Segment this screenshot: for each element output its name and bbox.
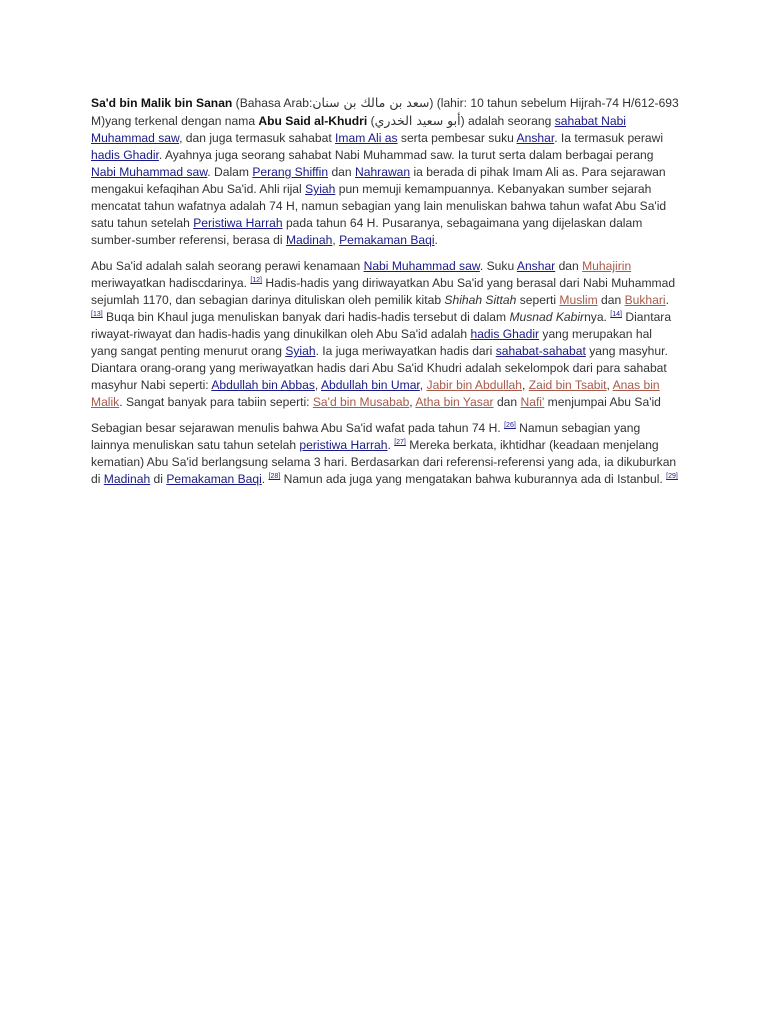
footnote-ref: [666, 473, 678, 480]
text: dan: [597, 293, 625, 307]
link-zaid-bin-tsabit[interactable]: Zaid bin Tsabit: [528, 378, 607, 392]
text: .: [434, 233, 438, 247]
text: ,: [606, 378, 613, 392]
link-perang-shiffin[interactable]: Perang Shiffin: [252, 165, 329, 179]
text: . Dalam: [207, 165, 253, 179]
book-title: Shihah Sittah: [444, 293, 517, 307]
text: (: [367, 114, 375, 128]
link-madinah[interactable]: Madinah: [285, 233, 333, 247]
footnote-link[interactable]: [28]: [268, 473, 281, 480]
link-anas-bin-malik[interactable]: Anas bin Malik: [91, 378, 660, 409]
link-syiah[interactable]: Syiah: [305, 182, 336, 196]
arabic-name: سعد بن مالك بن سنان: [312, 95, 430, 110]
link-jabir-bin-abdullah[interactable]: Jabir bin Abdullah: [426, 378, 522, 392]
text: nya.: [584, 310, 611, 324]
text: Namun sebagian yang lainnya menuliskan satu tahun setelah: [91, 421, 641, 452]
text: .: [261, 472, 269, 486]
text: .: [665, 293, 669, 307]
text: Buqa bin Khaul juga menuliskan banyak dari hadis-hadis tersebut di dalam: [102, 310, 510, 324]
link-peristiwa-harrah[interactable]: Peristiwa Harrah: [193, 216, 283, 230]
footnote-link[interactable]: [14]: [610, 311, 622, 318]
footnote-ref: [91, 311, 103, 318]
link-hadis-ghadir[interactable]: hadis Ghadir: [91, 148, 159, 162]
link-abdullah-bin-abbas[interactable]: Abdullah bin Abbas: [211, 378, 315, 392]
article-body: [91, 94, 681, 497]
text: ,: [332, 233, 340, 247]
text: . Ia juga meriwayatkan hadis dari: [315, 344, 496, 358]
link-sahabat-nabi[interactable]: sahabat Nabi Muhammad saw: [91, 114, 626, 145]
text: ) adalah seorang: [460, 114, 555, 128]
text: Sebagian besar sejarawan menulis bahwa Abu Sa'id wafat pada tahun 74 H.: [91, 421, 505, 435]
text: . Suku: [479, 259, 517, 273]
link-nabi-muhammad[interactable]: Nabi Muhammad saw: [91, 165, 208, 179]
paragraph-narrator: [91, 258, 681, 411]
text: Mereka berkata, ikhtidhar (keadaan menjelang kematian) Abu Sa'id berlangsung selama 3 hari. Berdasarkan dari referensi-referensi yang ada, ia dikuburkan di: [91, 438, 677, 486]
text: . Sangat banyak para tabiin seperti:: [119, 395, 313, 409]
text: ,: [419, 378, 427, 392]
text: pada tahun 64 H. Pusaranya, sebagaimana yang dijelaskan dalam sumber-sumber referensi, berasa di: [91, 216, 643, 247]
footnote-ref: [269, 473, 281, 480]
text: (Bahasa Arab:: [232, 96, 313, 110]
text: dan: [555, 259, 583, 273]
footnote-ref: [250, 277, 262, 284]
text: Hadis-hadis yang diriwayatkan Abu Sa'id yang berasal dari Nabi Muhammad sejumlah 1170, dan sebagian darinya dituliskan oleh pemilik kitab: [91, 276, 676, 307]
text: Abu Sa'id adalah salah seorang perawi kenamaan: [91, 259, 364, 273]
link-pemakaman-baqi[interactable]: Pemakaman Baqi: [166, 472, 262, 486]
subject-name: Sa'd bin Malik bin Sanan: [91, 96, 233, 110]
link-syiah[interactable]: Syiah: [285, 344, 316, 358]
link-sad-bin-musabab[interactable]: Sa'd bin Musabab: [312, 395, 410, 409]
text: ,: [522, 378, 529, 392]
link-pemakaman-baqi[interactable]: Pemakaman Baqi: [339, 233, 435, 247]
text: dan: [328, 165, 355, 179]
text: seperti: [516, 293, 560, 307]
link-anshar[interactable]: Anshar: [516, 131, 555, 145]
link-nabi-muhammad[interactable]: Nabi Muhammad saw: [363, 259, 480, 273]
link-muhajirin[interactable]: Muhajirin: [582, 259, 632, 273]
text: .: [387, 438, 395, 452]
text: ,: [409, 395, 416, 409]
link-muslim[interactable]: Muslim: [559, 293, 598, 307]
link-madinah[interactable]: Madinah: [103, 472, 151, 486]
footnote-link[interactable]: [26]: [504, 422, 516, 429]
text: ) (lahir: 10 tahun sebelum Hijrah-74 H/612-693 M)yang terkenal dengan nama: [91, 96, 679, 128]
link-atha-bin-yasar[interactable]: Atha bin Yasar: [415, 395, 494, 409]
book-title: Musnad Kabir: [509, 310, 585, 324]
footnote-ref: [504, 422, 516, 429]
text: di: [150, 472, 167, 486]
text: yang merupakan hal yang sangat penting menurut orang: [91, 327, 652, 358]
text: ia berada di pihak Imam Ali as. Para sejarawan mengakui kefaqihan Abu Sa'id. Ahli rijal: [91, 165, 666, 196]
text: Diantara riwayat-riwayat dan hadis-hadis yang dinukilkan oleh Abu Sa'id adalah: [91, 310, 672, 341]
text: ,: [314, 378, 321, 392]
arabic-kunya: أبو سعيد الخدري: [374, 113, 461, 128]
footnote-link[interactable]: [12]: [250, 277, 262, 284]
text: menjumpai Abu Sa'id: [544, 395, 661, 409]
link-bukhari[interactable]: Bukhari: [624, 293, 666, 307]
link-imam-ali[interactable]: Imam Ali as: [335, 131, 398, 145]
text: Namun ada juga yang mengatakan bahwa kuburannya ada di Istanbul.: [280, 472, 667, 486]
link-anshar[interactable]: Anshar: [516, 259, 556, 273]
paragraph-intro: [91, 94, 681, 249]
text: . Ia termasuk perawi: [554, 131, 664, 145]
text: serta pembesar suku: [397, 131, 517, 145]
text: dan: [493, 395, 521, 409]
link-abdullah-bin-umar[interactable]: Abdullah bin Umar: [320, 378, 420, 392]
link-nafi[interactable]: Nafi': [520, 395, 545, 409]
link-sahabat-sahabat[interactable]: sahabat-sahabat: [495, 344, 586, 358]
link-peristiwa-harrah[interactable]: peristiwa Harrah: [299, 438, 388, 452]
text: meriwayatkan hadiscdarinya.: [91, 276, 251, 290]
text: pun memuji kemampuannya. Kebanyakan sumber sejarah mencatat tahun wafatnya adalah 74 H, namun sebagian yang lain menuliskan bahwa tahun wafat Abu Sa'id satu tahun setelah: [91, 182, 667, 230]
footnote-link[interactable]: [29]: [666, 473, 678, 480]
text: . Ayahnya juga seorang sahabat Nabi Muhammad saw. Ia turut serta dalam berbagai perang: [158, 148, 654, 162]
paragraph-death: [91, 420, 681, 488]
link-hadis-ghadir[interactable]: hadis Ghadir: [470, 327, 540, 341]
footnote-ref: [394, 439, 406, 446]
footnote-ref: [610, 311, 622, 318]
text: yang masyhur. Diantara orang-orang yang meriwayatkan hadis dari Abu Sa'id Khudri adalah sekelompok dari para sahabat masyhur Nabi seperti:: [91, 344, 668, 392]
link-nahrawan[interactable]: Nahrawan: [355, 165, 411, 179]
footnote-link[interactable]: [13]: [91, 311, 103, 318]
footnote-link[interactable]: [27]: [394, 439, 406, 446]
text: , dan juga termasuk sahabat: [179, 131, 336, 145]
subject-kunya: Abu Said al-Khudri: [258, 114, 368, 128]
